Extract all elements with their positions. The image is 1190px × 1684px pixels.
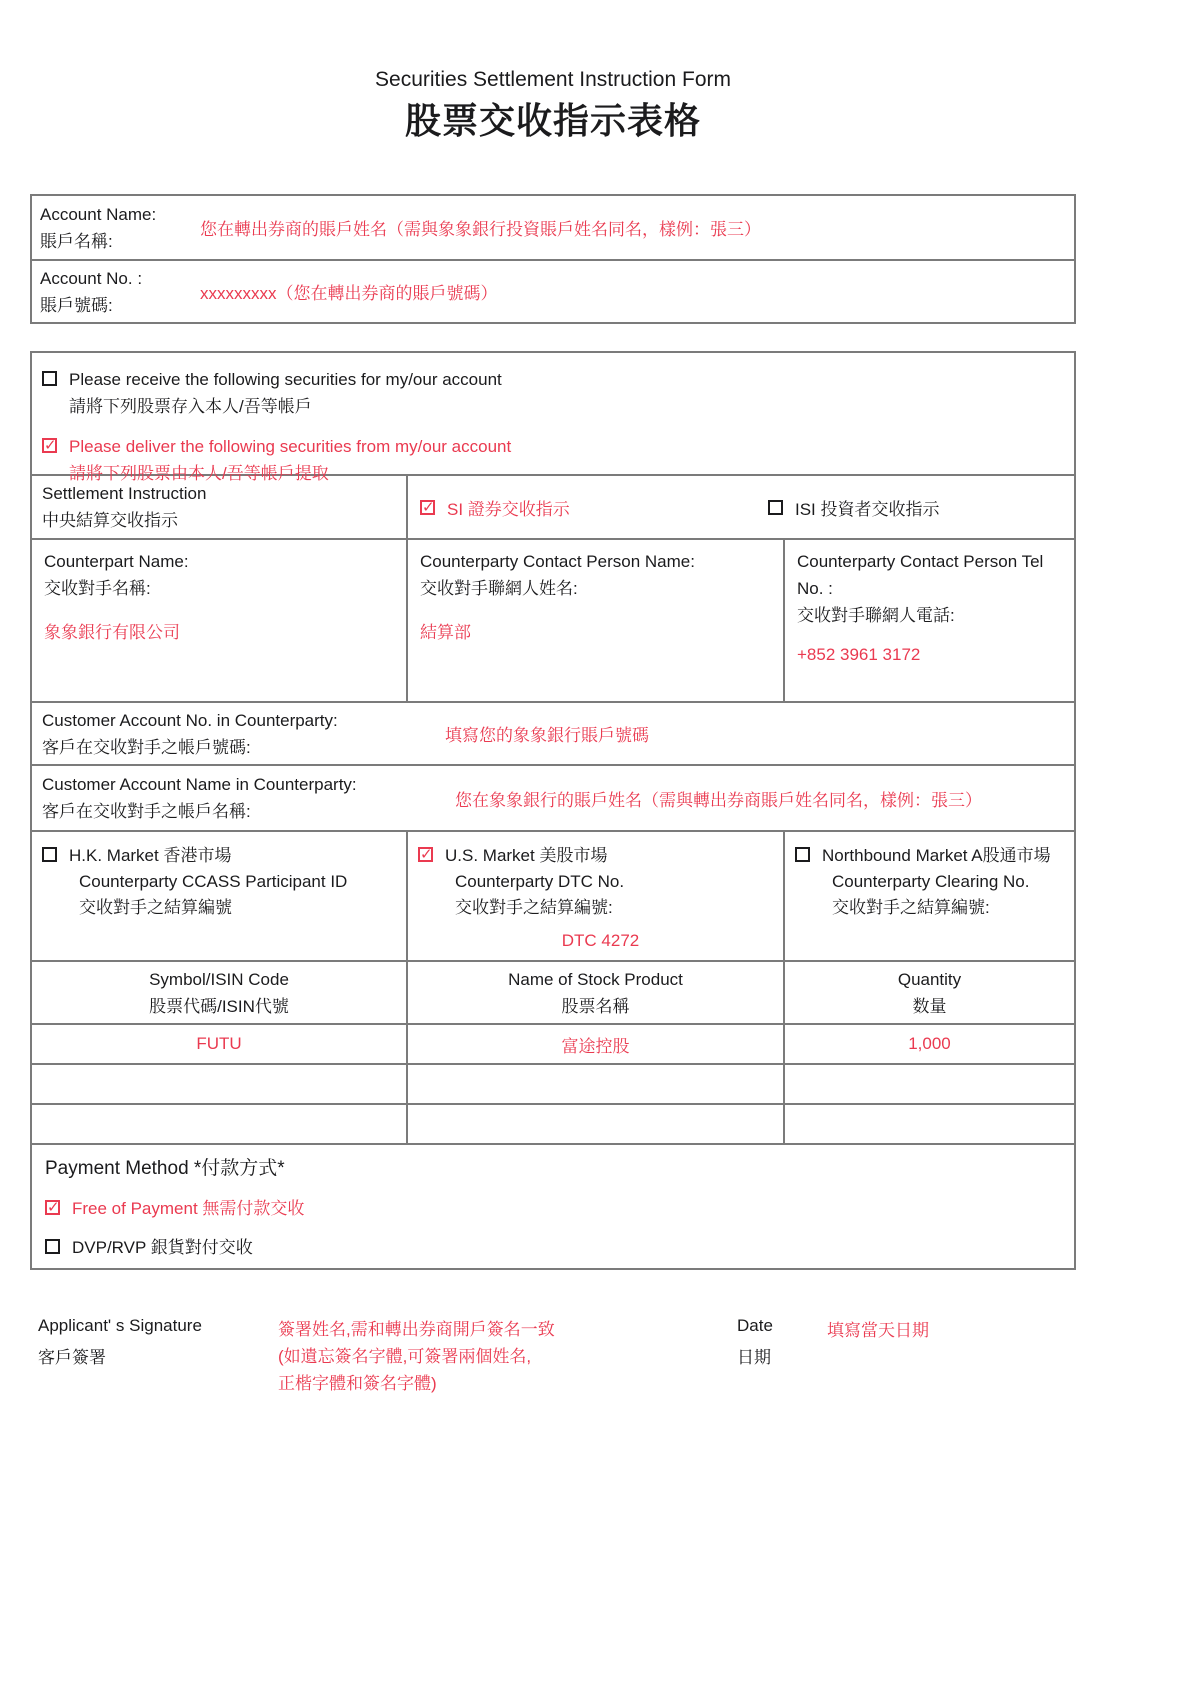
counterparty-contact-cell — [406, 540, 783, 701]
stock-table-header — [32, 960, 1074, 1023]
customer-account-name-hint: 您在象象銀行的賬戶姓名（需與轉出券商賬戶姓名同名，樣例：張三） — [455, 790, 982, 810]
stock-header-quantity — [783, 962, 1074, 1023]
settlement-label — [32, 476, 406, 538]
customer-account-name-label — [32, 766, 455, 830]
northbound-market-cell — [783, 832, 1074, 960]
signature-note — [278, 1316, 737, 1397]
stock-row-2-quantity[interactable] — [783, 1065, 1074, 1103]
northbound-market-label: Northbound Market A股通市場 — [822, 846, 1051, 865]
fop-checkbox[interactable]: ✓ — [47, 1199, 60, 1216]
receive-label-zh: 請將下列股票存入本人/吾等帳戶 — [69, 397, 312, 416]
isi-checkbox[interactable] — [768, 500, 783, 515]
us-market-option — [418, 842, 783, 869]
si-option — [420, 495, 768, 520]
si-checkbox[interactable]: ✓ — [422, 498, 435, 516]
northbound-market-checkbox[interactable] — [795, 847, 810, 862]
hk-market-cell — [32, 832, 406, 960]
customer-account-no-label — [32, 703, 445, 764]
us-market-cell — [406, 832, 783, 960]
us-market-sub-en: Counterparty DTC No. — [455, 872, 625, 891]
stock-row-1 — [32, 1023, 1074, 1063]
form-content — [30, 0, 1076, 1397]
us-market-label: U.S. Market 美股市場 — [445, 846, 608, 865]
stock-header-symbol-zh: 股票代碼/ISIN代號 — [149, 996, 289, 1016]
settlement-label-en: Settlement Instruction — [42, 484, 207, 503]
counterparty-tel-label-zh: 交收對手聯網人電話: — [797, 606, 955, 625]
account-no-row — [32, 259, 1074, 322]
account-name-label-en: Account Name: — [40, 204, 157, 224]
market-row — [32, 830, 1074, 960]
date-note: 填寫當天日期 — [827, 1321, 929, 1340]
counterpart-name-value: 象象銀行有限公司 — [44, 623, 180, 642]
stock-header-symbol-en: Symbol/ISIN Code — [149, 969, 289, 989]
hk-market-option — [42, 842, 406, 869]
counterpart-name-label-zh: 交收對手名稱: — [44, 579, 151, 598]
account-table — [30, 194, 1076, 324]
stock-row-3 — [32, 1103, 1074, 1143]
northbound-market-sub — [832, 869, 1074, 921]
counterparty-row — [32, 538, 1074, 701]
receive-checkbox[interactable] — [42, 371, 57, 386]
stock-row-2-name[interactable] — [406, 1065, 783, 1103]
date-label-zh: 日期 — [737, 1348, 771, 1367]
fop-label: Free of Payment 無需付款交收 — [72, 1199, 305, 1218]
us-market-checkbox[interactable]: ✓ — [420, 846, 433, 863]
fop-option — [45, 1198, 1074, 1220]
hk-market-sub — [79, 869, 406, 921]
hk-market-sub-zh: 交收對手之結算編號 — [79, 898, 232, 917]
counterparty-tel-value: +852 3961 3172 — [797, 645, 921, 664]
counterpart-name-cell — [32, 540, 406, 701]
applicant-signature-label-zh: 客戶簽署 — [38, 1348, 106, 1367]
receive-label — [69, 366, 502, 420]
customer-account-no-label-en: Customer Account No. in Counterparty: — [42, 710, 338, 730]
stock-row-1-quantity: 1,000 — [783, 1025, 1074, 1063]
stock-row-1-symbol: FUTU — [196, 1034, 242, 1053]
northbound-market-sub-zh: 交收對手之結算編號: — [832, 898, 990, 917]
stock-header-symbol — [32, 962, 406, 1023]
date-label — [737, 1316, 827, 1397]
us-market-dtc-value: DTC 4272 — [561, 931, 640, 950]
receive-option — [42, 366, 1074, 420]
customer-account-name-row — [32, 764, 1074, 830]
stock-row-1-name: 富途控股 — [406, 1025, 783, 1063]
settlement-options — [406, 476, 1074, 538]
form-title-en: Securities Settlement Instruction Form — [375, 68, 731, 91]
applicant-signature-label — [38, 1316, 278, 1397]
hk-market-checkbox[interactable] — [42, 847, 57, 862]
counterparty-tel-label-en: Counterparty Contact Person Tel No. : — [797, 552, 1044, 598]
form-header — [30, 0, 1076, 142]
account-name-row — [32, 196, 1074, 259]
signature-note-line2: (如遺忘簽名字體,可簽署兩個姓名, — [278, 1347, 532, 1366]
payment-row — [32, 1143, 1074, 1268]
stock-row-3-symbol[interactable] — [32, 1105, 406, 1143]
account-name-hint: 您在轉出券商的賬戶姓名（需與象象銀行投資賬戶姓名同名，樣例：張三） — [200, 220, 761, 239]
stock-row-2-symbol[interactable] — [32, 1065, 406, 1103]
si-label: SI 證券交收指示 — [447, 499, 570, 519]
dvp-option — [45, 1237, 1074, 1259]
account-name-label — [32, 201, 200, 255]
counterparty-tel-cell — [783, 540, 1074, 701]
stock-row-2 — [32, 1063, 1074, 1103]
hk-market-label: H.K. Market 香港市場 — [69, 846, 232, 865]
account-no-label — [32, 265, 200, 319]
stock-header-name — [406, 962, 783, 1023]
us-market-sub-zh: 交收對手之結算編號: — [455, 898, 613, 917]
counterparty-contact-label-en: Counterparty Contact Person Name: — [420, 552, 695, 571]
receive-label-en: Please receive the following securities for my/our account — [69, 370, 502, 389]
account-no-label-en: Account No. : — [40, 268, 143, 288]
date-label-en: Date — [737, 1316, 773, 1335]
stock-header-name-zh: 股票名稱 — [561, 996, 630, 1016]
dvp-checkbox[interactable] — [45, 1239, 60, 1254]
isi-label: ISI 投資者交收指示 — [795, 499, 940, 519]
account-no-hint: xxxxxxxxx（您在轉出券商的賬戶號碼） — [200, 284, 498, 303]
counterparty-contact-label-zh: 交收對手聯網人姓名: — [420, 579, 578, 598]
hk-market-sub-en: Counterparty CCASS Participant ID — [79, 872, 348, 891]
stock-header-quantity-zh: 数量 — [912, 996, 947, 1016]
account-no-label-zh: 賬戶號碼: — [40, 295, 113, 315]
signature-note-line3: 正楷字體和簽名字體) — [278, 1374, 437, 1393]
northbound-market-sub-en: Counterparty Clearing No. — [832, 872, 1030, 891]
form-title-zh: 股票交收指示表格 — [404, 100, 701, 141]
signature-note-line1: 簽署姓名,需和轉出券商開戶簽名一致 — [278, 1320, 555, 1339]
settlement-instruction-row — [32, 474, 1074, 538]
applicant-signature-label-en: Applicant' s Signature — [38, 1316, 202, 1335]
customer-account-no-label-zh: 客戶在交收對手之帳戶號碼: — [42, 737, 251, 757]
customer-account-name-label-en: Customer Account Name in Counterparty: — [42, 775, 357, 794]
instruction-table — [30, 351, 1076, 1270]
account-name-label-zh: 賬戶名稱: — [40, 231, 113, 251]
signature-section — [30, 1316, 1076, 1397]
counterparty-contact-value: 結算部 — [420, 623, 471, 642]
customer-account-no-row — [32, 701, 1074, 764]
isi-option — [768, 495, 940, 520]
customer-account-no-hint: 填寫您的象象銀行賬戶號碼 — [445, 726, 649, 745]
direction-row — [32, 353, 1074, 483]
us-market-sub — [455, 869, 783, 921]
stock-header-name-en: Name of Stock Product — [508, 969, 683, 989]
counterpart-name-label-en: Counterpart Name: — [44, 552, 189, 571]
deliver-checkbox[interactable]: ✓ — [44, 437, 57, 454]
dvp-label: DVP/RVP 銀貨對付交收 — [72, 1238, 253, 1257]
stock-header-quantity-en: Quantity — [897, 969, 962, 989]
customer-account-name-label-zh: 客戶在交收對手之帳戶名稱: — [42, 802, 251, 821]
stock-row-3-quantity[interactable] — [783, 1105, 1074, 1143]
deliver-label-zh: 請將下列股票由本人/吾等帳戶提取 — [69, 464, 329, 483]
northbound-market-option — [795, 842, 1074, 869]
payment-title: Payment Method *付款方式* — [45, 1158, 285, 1179]
stock-row-3-name[interactable] — [406, 1105, 783, 1143]
settlement-label-zh: 中央結算交收指示 — [42, 511, 178, 530]
deliver-label-en: Please deliver the following securities from my/our account — [69, 437, 512, 456]
